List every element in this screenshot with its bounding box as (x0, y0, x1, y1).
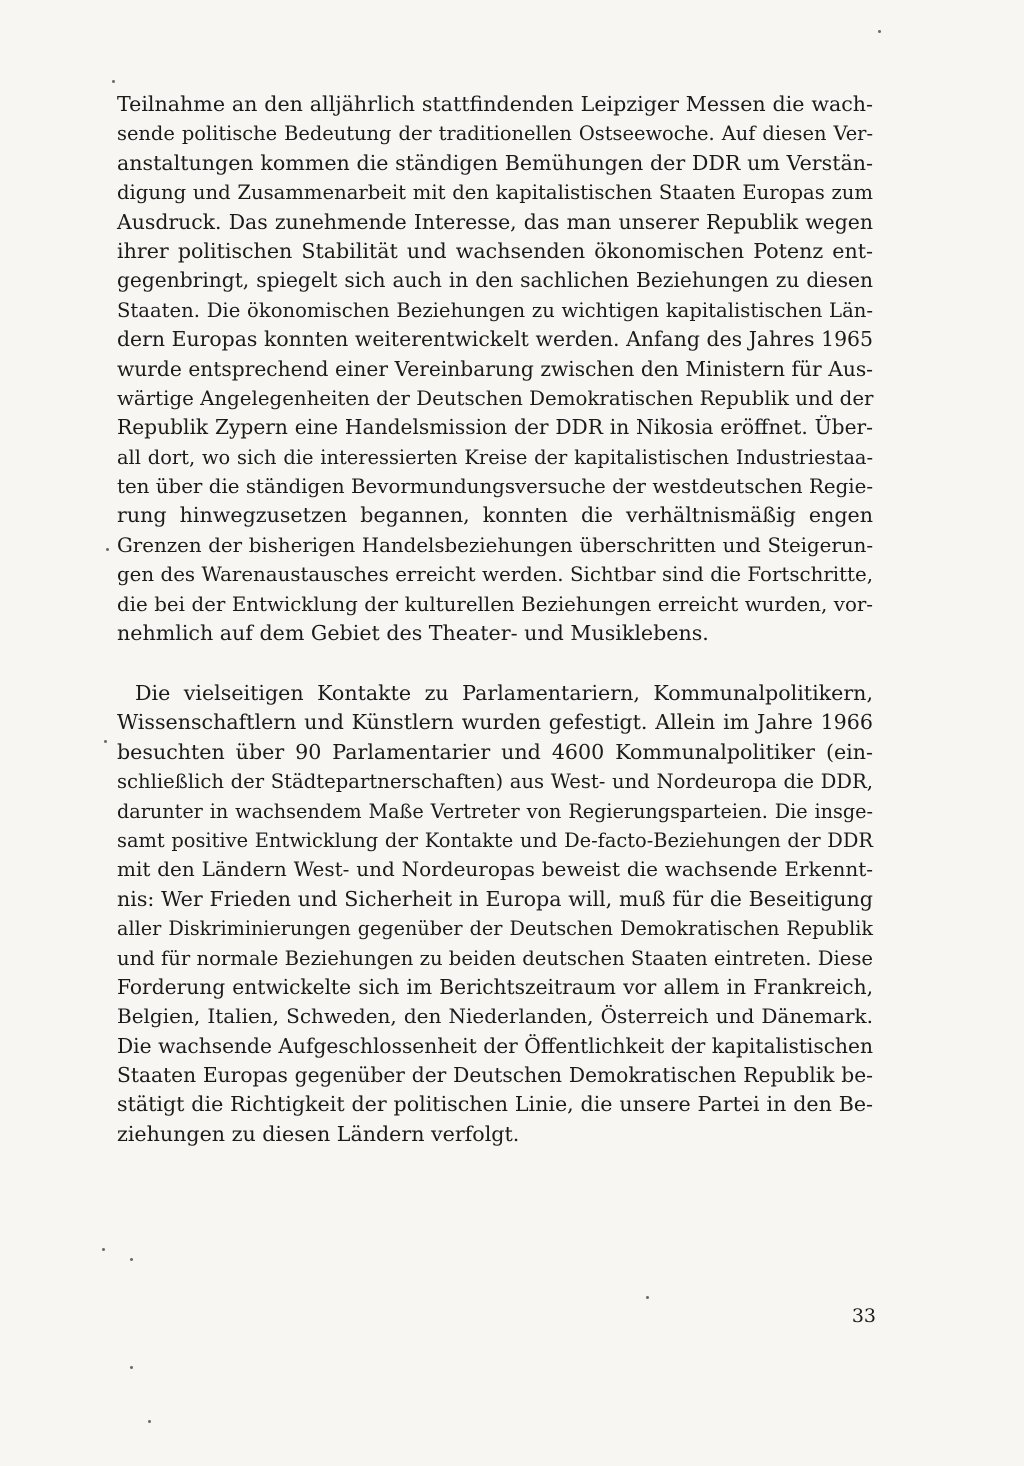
text-line: ziehungen zu diesen Ländern verfolgt. (117, 1121, 520, 1146)
text-line: gegenbringt, spiegelt sich auch in den sachlichen Beziehungen zu diesen (117, 268, 873, 293)
text-line: all dort, wo sich die interessierten Kreise der kapitalistischen Industriestaa- (117, 445, 873, 469)
scan-speck (112, 80, 115, 83)
text-line: dern Europas konnten weiterentwickelt werden. Anfang des Jahres 1965 (117, 327, 873, 352)
scan-speck (878, 30, 881, 33)
text-line: wurde entsprechend einer Vereinbarung zwischen den Ministern für Aus- (117, 356, 873, 381)
text-line: sende politische Bedeutung der traditionellen Ostseewoche. Auf diesen Ver- (117, 122, 873, 146)
scan-speck (130, 1366, 133, 1369)
page-number: 33 (851, 1305, 876, 1327)
text-line: Die wachsende Aufgeschlossenheit der Öffentlichkeit der kapitalistischen (117, 1033, 873, 1058)
text-line: darunter in wachsendem Maße Vertreter von Regierungsparteien. Die insge- (117, 799, 873, 823)
text-line: wärtige Angelegenheiten der Deutschen Demokratischen Republik und der (117, 386, 874, 410)
text-line: Grenzen der bisherigen Handelsbeziehungen überschritten und Steigerun- (117, 533, 873, 557)
text-line: Ausdruck. Das zunehmende Interesse, das man unserer Republik wegen (117, 209, 873, 234)
scan-speck (106, 548, 109, 551)
text-line: besuchten über 90 Parlamentarier und 4600 Kommunalpolitiker (ein- (117, 739, 873, 764)
text-line: stätigt die Richtigkeit der politischen Linie, die unsere Partei in den Be- (117, 1092, 873, 1117)
paragraph-1 (117, 90, 873, 648)
scan-speck (102, 1248, 105, 1251)
text-line: nehmlich auf dem Gebiet des Theater- und Musiklebens. (117, 621, 709, 646)
text-line: ihrer politischen Stabilität und wachsenden ökonomischen Potenz ent- (117, 238, 873, 263)
text-line: und für normale Beziehungen zu beiden deutschen Staaten eintreten. Diese (117, 946, 873, 970)
text-line: aller Diskriminierungen gegenüber der Deutschen Demokratischen Republik (117, 917, 873, 941)
text-line: mit den Ländern West- und Nordeuropas beweist die wachsende Erkennt- (117, 857, 873, 882)
text-line: Staaten Europas gegenüber der Deutschen Demokratischen Republik be- (117, 1063, 873, 1088)
text-line: Forderung entwickelte sich im Berichtszeitraum vor allem in Frankreich, (117, 974, 873, 999)
text-line: rung hinwegzusetzen begannen, konnten die verhältnismäßig engen (117, 503, 873, 528)
text-line: Republik Zypern eine Handelsmission der DDR in Nikosia eröffnet. Über- (117, 415, 873, 440)
scan-speck (646, 1296, 649, 1299)
text-line: Die vielseitigen Kontakte zu Parlamentariern, Kommunalpolitikern, (135, 681, 873, 705)
text-line: Wissenschaftlern und Künstlern wurden gefestigt. Allein im Jahre 1966 (117, 710, 873, 735)
text-line: anstaltungen kommen die ständigen Bemühungen der DDR um Verstän- (117, 150, 873, 175)
scan-speck (148, 1420, 151, 1423)
scan-speck (130, 1258, 133, 1261)
text-line: Staaten. Die ökonomischen Beziehungen zu wichtigen kapitalistischen Län- (117, 298, 873, 322)
text-line: samt positive Entwicklung der Kontakte und De-facto-Beziehungen der DDR (117, 828, 873, 852)
text-line: schließlich der Städtepartnerschaften) aus West- und Nordeuropa die DDR, (117, 770, 873, 794)
scan-speck (104, 740, 107, 743)
text-line: ten über die ständigen Bevormundungsversuche der westdeutschen Regie- (117, 475, 873, 499)
text-line: digung und Zusammenarbeit mit den kapitalistischen Staaten Europas zum (117, 181, 873, 205)
paragraph-2 (117, 679, 873, 1149)
text-line: nis: Wer Frieden und Sicherheit in Europa will, muß für die Beseitigung (117, 886, 873, 911)
text-line: Teilnahme an den alljährlich stattfindenden Leipziger Messen die wach- (117, 92, 873, 116)
text-line: gen des Warenaustausches erreicht werden. Sichtbar sind die Fortschritte, (117, 563, 873, 587)
text-line: die bei der Entwicklung der kulturellen Beziehungen erreicht wurden, vor- (117, 592, 873, 616)
text-line: Belgien, Italien, Schweden, den Niederlanden, Österreich und Dänemark. (117, 1004, 873, 1029)
